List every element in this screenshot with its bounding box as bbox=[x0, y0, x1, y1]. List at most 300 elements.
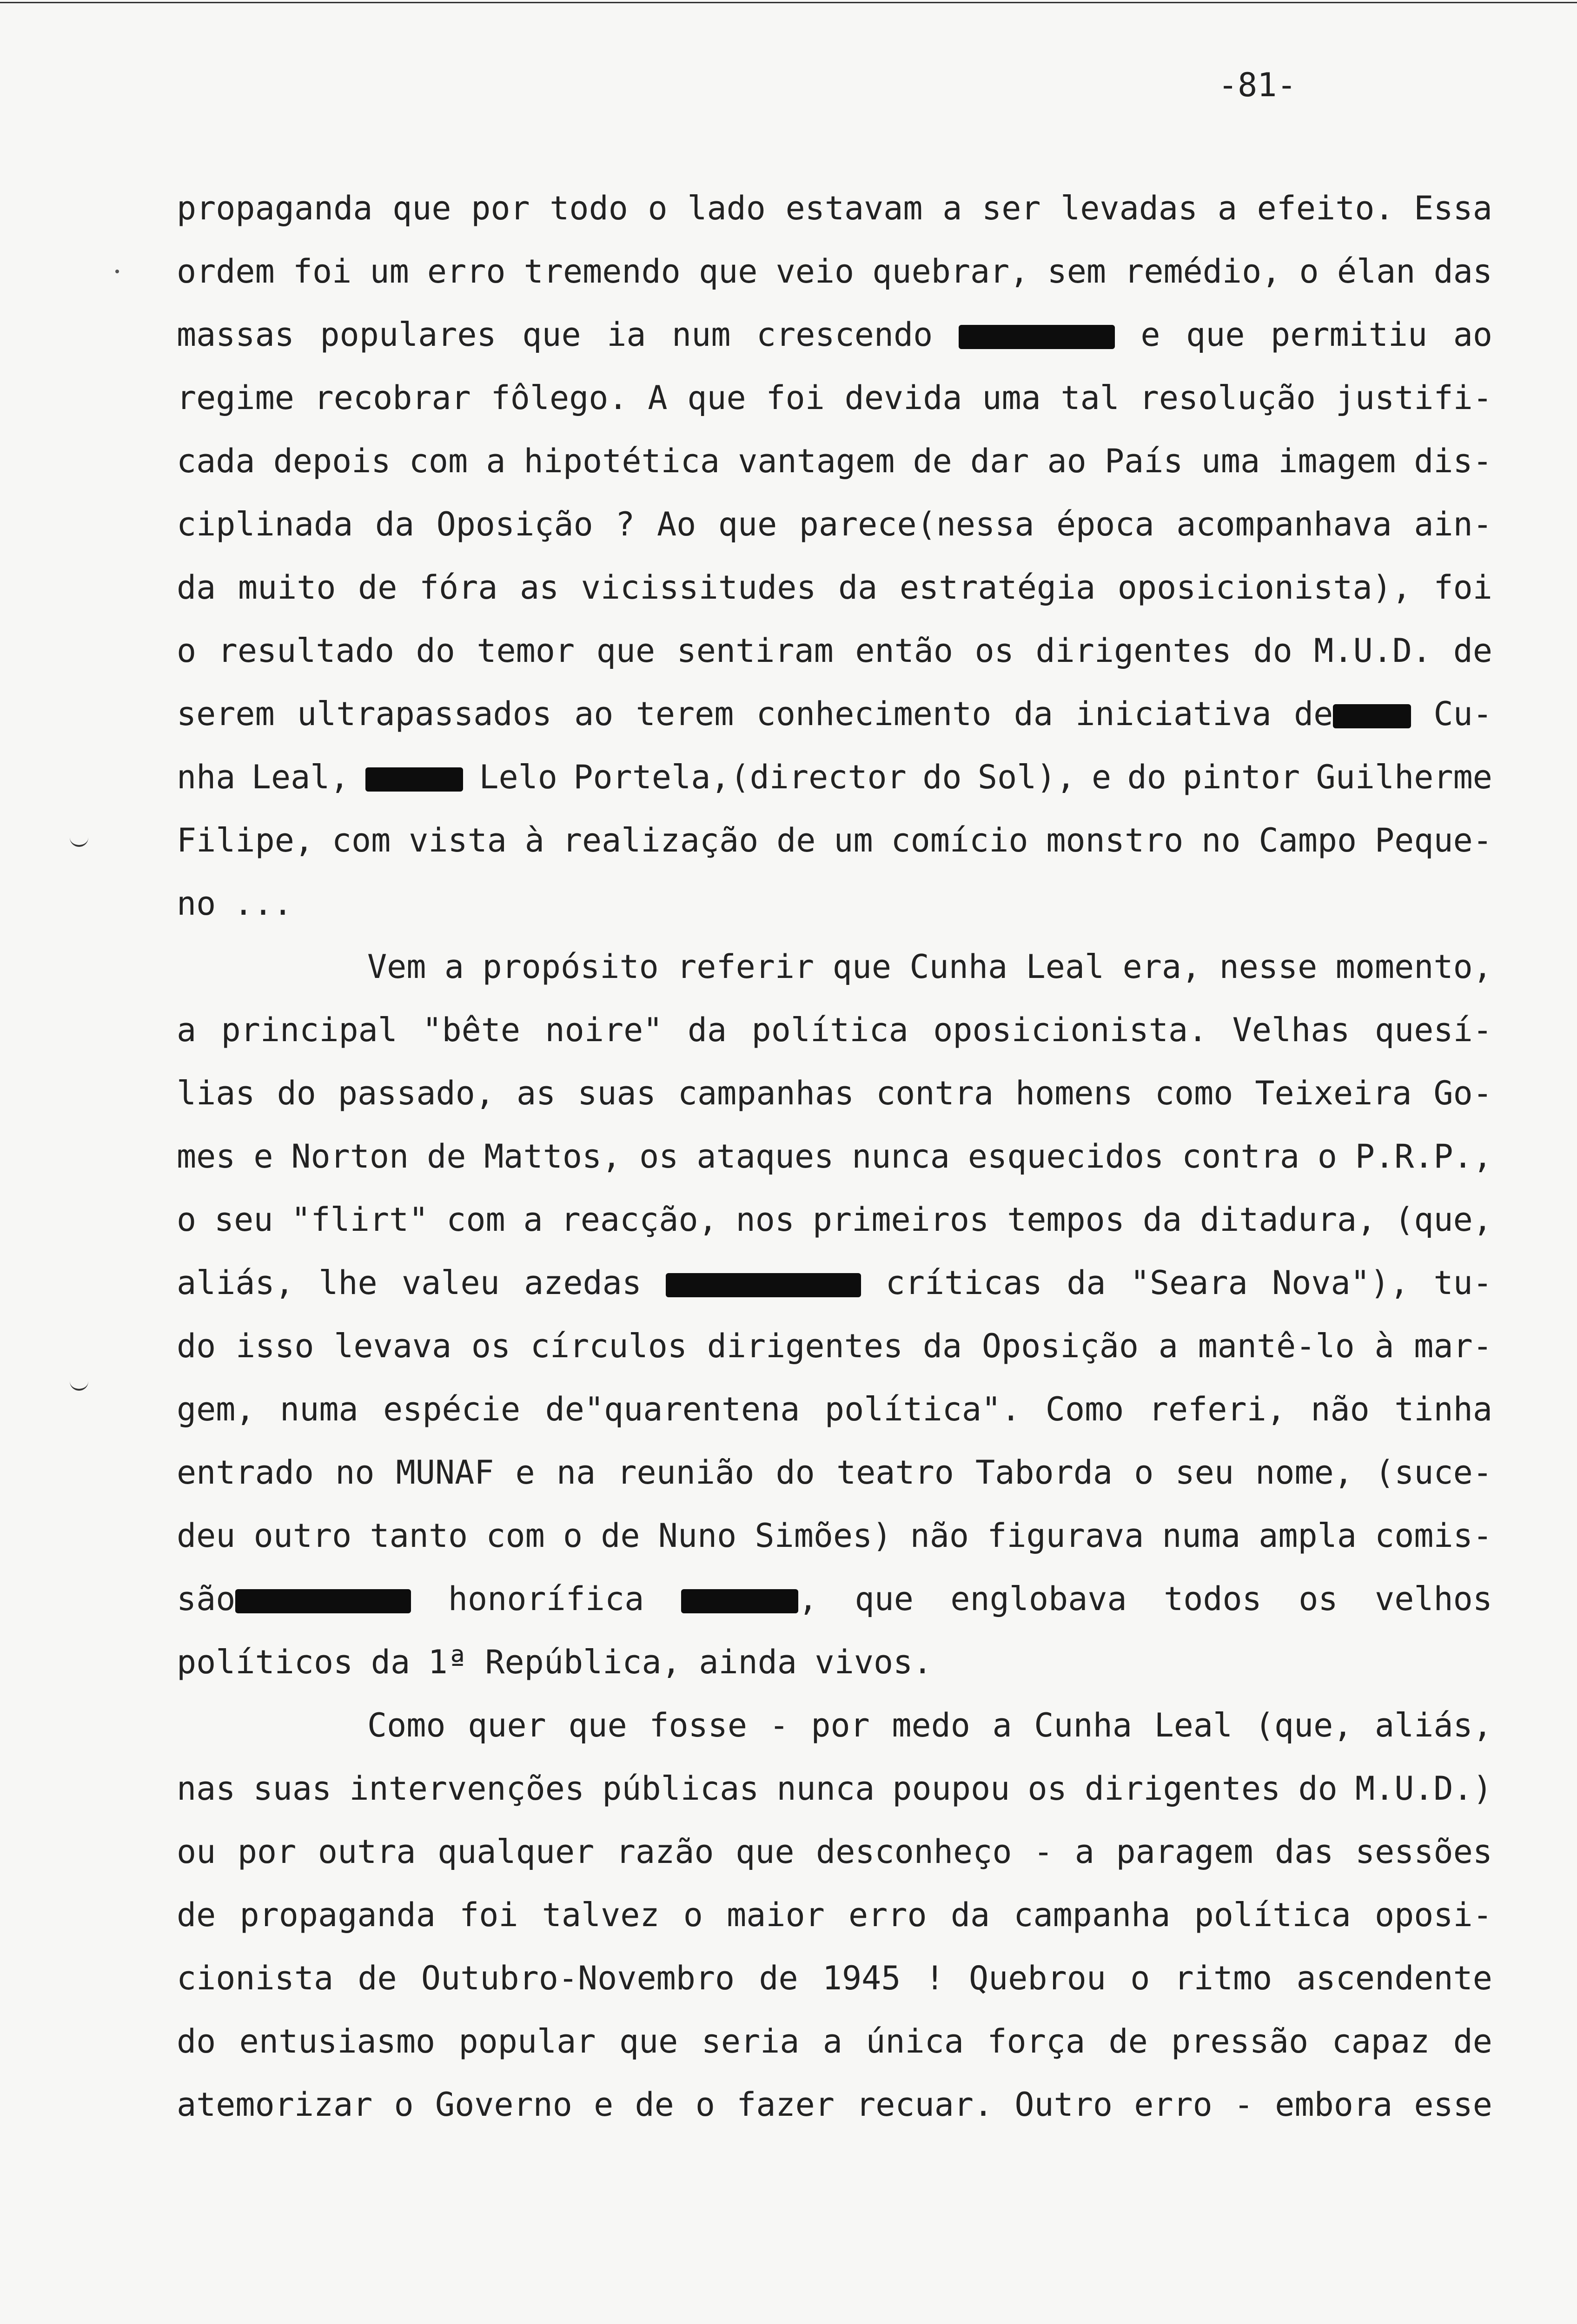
word: temor bbox=[477, 632, 575, 670]
word: dirigentes bbox=[707, 1327, 903, 1365]
text-line bbox=[177, 1378, 1492, 1441]
word: mar- bbox=[1414, 1327, 1492, 1365]
word: Como bbox=[1045, 1390, 1124, 1428]
word: conhecimento bbox=[756, 695, 992, 733]
text-line bbox=[177, 1188, 1492, 1251]
word: crescendo bbox=[756, 316, 933, 354]
word: a bbox=[1158, 1327, 1178, 1365]
margin-dot bbox=[115, 270, 119, 273]
word: a bbox=[486, 442, 506, 480]
word: a bbox=[942, 189, 962, 227]
word: públicas bbox=[602, 1769, 759, 1808]
word: nunca bbox=[776, 1769, 875, 1808]
word: , bbox=[681, 1567, 818, 1631]
word: estavam bbox=[785, 189, 923, 227]
word: suas bbox=[577, 1074, 656, 1112]
word: os bbox=[974, 632, 1014, 670]
word: ain- bbox=[1414, 505, 1492, 543]
word: o bbox=[1130, 1959, 1150, 1997]
word: lado bbox=[687, 189, 766, 227]
word: nunca bbox=[852, 1137, 950, 1175]
word: depois bbox=[273, 442, 391, 480]
word: velhos bbox=[1375, 1580, 1492, 1618]
word: e bbox=[515, 1453, 535, 1492]
word: era, bbox=[1122, 948, 1201, 986]
word: élan bbox=[1337, 252, 1416, 290]
word: do bbox=[416, 632, 455, 670]
word: paragem bbox=[1116, 1833, 1253, 1871]
word: da bbox=[838, 568, 878, 607]
word: no bbox=[335, 1453, 375, 1492]
word: levava bbox=[334, 1327, 452, 1365]
redaction-bar bbox=[666, 1273, 861, 1297]
text-line bbox=[177, 1567, 1492, 1631]
word: devida bbox=[844, 379, 962, 417]
word: 1945 bbox=[822, 1959, 901, 1997]
word: qualquer bbox=[437, 1833, 595, 1871]
word: nos bbox=[735, 1201, 795, 1239]
word: do bbox=[177, 1327, 216, 1365]
word: no bbox=[177, 885, 216, 923]
word: que bbox=[687, 379, 746, 417]
word: o bbox=[394, 2086, 414, 2124]
word: M.U.D.) bbox=[1355, 1769, 1492, 1808]
word: de bbox=[358, 568, 398, 607]
word: medo bbox=[892, 1706, 970, 1744]
word: que bbox=[855, 1580, 914, 1618]
word: tal bbox=[1060, 379, 1120, 417]
word: Go- bbox=[1433, 1074, 1492, 1112]
word: (que, bbox=[1254, 1706, 1353, 1744]
word: Oposição bbox=[981, 1327, 1139, 1365]
word: razão bbox=[616, 1833, 714, 1871]
word: - bbox=[1233, 2086, 1254, 2124]
text-line bbox=[177, 682, 1492, 746]
word: monstro bbox=[1046, 821, 1184, 859]
text-line bbox=[177, 556, 1492, 619]
word: - bbox=[769, 1706, 789, 1744]
word: teatro bbox=[836, 1453, 954, 1492]
word: Campo bbox=[1259, 821, 1357, 859]
redaction-bar bbox=[1333, 704, 1411, 728]
word: massas bbox=[177, 316, 294, 354]
word: pintor bbox=[1182, 758, 1300, 796]
word: outra bbox=[318, 1833, 416, 1871]
word: num bbox=[672, 316, 731, 354]
text-line bbox=[177, 1504, 1492, 1567]
word: Cu- bbox=[1433, 695, 1492, 733]
word: parece(nessa bbox=[799, 505, 1034, 543]
word: Filipe, bbox=[177, 821, 314, 859]
word: referir bbox=[677, 948, 815, 986]
word: gem, bbox=[177, 1390, 255, 1428]
word: "Seara bbox=[1130, 1264, 1248, 1302]
word: que bbox=[568, 1706, 627, 1744]
word: das bbox=[1275, 1833, 1334, 1871]
word: terem bbox=[636, 695, 734, 733]
text-line bbox=[177, 872, 1492, 935]
word: cionista bbox=[177, 1959, 334, 1997]
word: Mattos, bbox=[484, 1137, 622, 1175]
word: dar bbox=[970, 442, 1029, 480]
word: as bbox=[516, 1074, 556, 1112]
text-line bbox=[177, 998, 1492, 1062]
word: os bbox=[471, 1327, 511, 1365]
word: um bbox=[370, 252, 409, 290]
page-number: -81- bbox=[1218, 66, 1297, 104]
word: pressão bbox=[1171, 2022, 1309, 2060]
word: desconheço bbox=[816, 1833, 1012, 1871]
document-body bbox=[177, 177, 1492, 2136]
word: ultrapassados bbox=[297, 695, 552, 733]
word: figurava bbox=[987, 1517, 1144, 1555]
text-line bbox=[177, 1757, 1492, 1820]
text-line bbox=[177, 809, 1492, 872]
word: fôlego. bbox=[490, 379, 628, 417]
redaction-bar bbox=[235, 1589, 411, 1613]
text-line bbox=[177, 366, 1492, 429]
word: da bbox=[1067, 1264, 1106, 1302]
word: contra bbox=[876, 1074, 994, 1112]
word: capaz bbox=[1332, 2022, 1430, 2060]
word: políticos bbox=[177, 1643, 353, 1681]
word: numa bbox=[280, 1390, 358, 1428]
text-line bbox=[177, 1631, 1492, 1694]
word: Velhas bbox=[1232, 1011, 1350, 1049]
word: campanha bbox=[1014, 1896, 1171, 1934]
word: - bbox=[1034, 1833, 1054, 1871]
word: esquecidos bbox=[967, 1137, 1164, 1175]
word: numa bbox=[1162, 1517, 1241, 1555]
text-line bbox=[177, 493, 1492, 556]
word: de bbox=[759, 1959, 798, 1997]
word: de bbox=[1294, 682, 1411, 746]
word: ao bbox=[1047, 442, 1087, 480]
word: ampla bbox=[1259, 1517, 1357, 1555]
word: de bbox=[1453, 632, 1492, 670]
word: por bbox=[811, 1706, 870, 1744]
word: resolução bbox=[1139, 379, 1316, 417]
word: força bbox=[987, 2022, 1086, 2060]
paragraph-2 bbox=[177, 935, 1492, 1694]
text-line bbox=[177, 935, 1492, 998]
word: ia bbox=[607, 316, 646, 354]
word: tremendo bbox=[523, 252, 681, 290]
word: "bête bbox=[422, 1011, 521, 1049]
word: azedas bbox=[524, 1264, 642, 1302]
word: a bbox=[523, 1201, 543, 1239]
word: foi bbox=[1433, 568, 1492, 607]
word: País bbox=[1104, 442, 1183, 480]
word: vista bbox=[409, 821, 507, 859]
word: e bbox=[253, 1137, 273, 1175]
text-line bbox=[177, 240, 1492, 303]
word: tinha bbox=[1394, 1390, 1492, 1428]
word: lias bbox=[177, 1074, 255, 1112]
word: de bbox=[427, 1137, 466, 1175]
word: de bbox=[177, 1896, 216, 1934]
word: Ao bbox=[656, 505, 696, 543]
word: todo bbox=[550, 189, 628, 227]
word: o bbox=[648, 189, 668, 227]
word: única bbox=[866, 2022, 964, 2060]
word: populares bbox=[320, 316, 497, 354]
word: ... bbox=[233, 885, 293, 923]
word: propaganda bbox=[239, 1896, 436, 1934]
text-line bbox=[177, 303, 1492, 366]
word: talvez bbox=[542, 1896, 660, 1934]
word: a bbox=[1217, 189, 1237, 227]
word: intervenções bbox=[349, 1769, 585, 1808]
word: ainda bbox=[699, 1643, 797, 1681]
word: contra bbox=[1182, 1137, 1299, 1175]
paragraph-1 bbox=[177, 177, 1492, 935]
word: de bbox=[358, 1959, 397, 1997]
word: valeu bbox=[402, 1264, 500, 1302]
word: sem bbox=[1047, 252, 1107, 290]
word: círculos bbox=[530, 1327, 688, 1365]
margin-mark bbox=[70, 1380, 88, 1391]
redaction-bar bbox=[681, 1589, 798, 1613]
word: Oposição bbox=[436, 505, 593, 543]
word: que bbox=[1186, 316, 1245, 354]
word: entrado bbox=[177, 1453, 314, 1492]
word: ritmo bbox=[1174, 1959, 1272, 1997]
text-line bbox=[177, 177, 1492, 240]
word: outro bbox=[253, 1517, 352, 1555]
word: vantagem bbox=[738, 442, 895, 480]
word: quer bbox=[468, 1706, 546, 1744]
word: as bbox=[519, 568, 559, 607]
text-line bbox=[177, 2010, 1492, 2073]
word: primeiros bbox=[812, 1201, 989, 1239]
word: mantê-lo bbox=[1198, 1327, 1355, 1365]
word: com bbox=[446, 1201, 505, 1239]
word: noire" bbox=[545, 1011, 663, 1049]
word: com bbox=[331, 821, 391, 859]
word: oposicionista. bbox=[933, 1011, 1208, 1049]
word: erro bbox=[848, 1896, 927, 1934]
word: esse bbox=[1414, 2086, 1492, 2124]
word: da bbox=[922, 1327, 962, 1365]
word: fóra bbox=[419, 568, 498, 607]
word: Outro bbox=[1014, 2086, 1113, 2124]
word: fazer bbox=[736, 2086, 835, 2124]
word: que bbox=[832, 948, 892, 986]
word: do bbox=[775, 1453, 815, 1492]
word: um bbox=[834, 821, 873, 859]
word: momento, bbox=[1335, 948, 1492, 986]
word: como bbox=[1154, 1074, 1233, 1112]
word: deu bbox=[177, 1517, 236, 1555]
text-line bbox=[177, 1314, 1492, 1378]
word: de bbox=[913, 442, 952, 480]
word: não bbox=[1311, 1390, 1370, 1428]
text-line bbox=[177, 1251, 1492, 1314]
text-line bbox=[177, 2073, 1492, 2136]
word: quebrar, bbox=[872, 252, 1029, 290]
text-line bbox=[177, 1441, 1492, 1504]
word: da bbox=[687, 1011, 727, 1049]
word: Taborda bbox=[975, 1453, 1113, 1492]
word: Portela,(director bbox=[573, 758, 907, 796]
text-line bbox=[177, 429, 1492, 493]
word: foi bbox=[459, 1896, 518, 1934]
word: mes bbox=[177, 1137, 236, 1175]
word: com bbox=[409, 442, 468, 480]
word: M.U.D. bbox=[1314, 632, 1432, 670]
word: que bbox=[392, 189, 451, 227]
word: da bbox=[1014, 695, 1053, 733]
word: do bbox=[277, 1074, 316, 1112]
word: oposi- bbox=[1374, 1896, 1492, 1934]
word: referi, bbox=[1148, 1390, 1286, 1428]
word: homens bbox=[1015, 1074, 1133, 1112]
word: Governo bbox=[435, 2086, 572, 2124]
word: espécie bbox=[383, 1390, 521, 1428]
word: do bbox=[922, 758, 962, 796]
word: de bbox=[635, 2086, 674, 2124]
word: ascendente bbox=[1296, 1959, 1492, 1997]
word: o bbox=[563, 1517, 583, 1555]
redaction-bar bbox=[365, 767, 463, 792]
word bbox=[365, 746, 463, 809]
word: comis- bbox=[1375, 1517, 1492, 1555]
word: foi bbox=[766, 379, 825, 417]
word: o bbox=[1299, 252, 1319, 290]
word: a bbox=[177, 1011, 197, 1049]
word: à bbox=[524, 821, 544, 859]
word: efeito. bbox=[1257, 189, 1394, 227]
word: de bbox=[601, 1517, 640, 1555]
word: o bbox=[177, 632, 197, 670]
word: remédio, bbox=[1124, 252, 1281, 290]
word: imagem bbox=[1278, 442, 1396, 480]
word: justifi- bbox=[1335, 379, 1492, 417]
word: reunião bbox=[617, 1453, 755, 1492]
word: por bbox=[471, 189, 530, 227]
word: do bbox=[1253, 632, 1292, 670]
word: Nova"), bbox=[1272, 1264, 1410, 1302]
word: nas bbox=[177, 1769, 236, 1808]
word: dirigentes bbox=[1035, 632, 1232, 670]
margin-mark bbox=[70, 837, 88, 847]
word: resultado bbox=[218, 632, 394, 670]
word: muito bbox=[238, 568, 336, 607]
word: vicissitudes bbox=[581, 568, 816, 607]
word: os bbox=[1027, 1769, 1067, 1808]
word: honorífica bbox=[448, 1580, 644, 1618]
word: comício bbox=[891, 821, 1028, 859]
word: MUNAF bbox=[396, 1453, 494, 1492]
word: do bbox=[1298, 1769, 1338, 1808]
word: da bbox=[177, 568, 216, 607]
word: reacção, bbox=[561, 1201, 718, 1239]
word: ordem bbox=[177, 252, 275, 290]
word: de bbox=[1453, 2022, 1492, 2060]
word: do bbox=[177, 2022, 216, 2060]
word: Norton bbox=[291, 1137, 409, 1175]
word: sentiram bbox=[676, 632, 834, 670]
word: a bbox=[992, 1706, 1012, 1744]
word: tu- bbox=[1433, 1264, 1492, 1302]
top-border-line bbox=[0, 2, 1577, 3]
word: política". bbox=[824, 1390, 1021, 1428]
word: estratégia bbox=[899, 568, 1096, 607]
text-line bbox=[177, 1947, 1492, 2010]
word: A bbox=[648, 379, 668, 417]
word: os bbox=[1299, 1580, 1338, 1618]
text-line bbox=[177, 1820, 1492, 1883]
word: do bbox=[1127, 758, 1166, 796]
word: a bbox=[822, 2022, 842, 2060]
word: oposicionista), bbox=[1117, 568, 1411, 607]
word: no bbox=[1201, 821, 1241, 859]
word: que bbox=[735, 1833, 795, 1871]
word: época bbox=[1056, 505, 1154, 543]
word: Outubro-Novembro bbox=[421, 1959, 735, 1997]
word: Essa bbox=[1414, 189, 1492, 227]
word: e bbox=[1140, 316, 1160, 354]
word: campanhas bbox=[677, 1074, 855, 1112]
word: Cunha bbox=[909, 948, 1008, 986]
word: regime bbox=[177, 379, 294, 417]
word: nome, bbox=[1255, 1453, 1353, 1492]
word: são bbox=[177, 1567, 411, 1631]
word: levadas bbox=[1060, 189, 1198, 227]
word: entusiasmo bbox=[239, 2022, 436, 2060]
word: a bbox=[444, 948, 464, 986]
word: Sol), bbox=[977, 758, 1076, 796]
word: seu bbox=[214, 1201, 273, 1239]
word: Guilherme bbox=[1316, 758, 1492, 796]
word: nesse bbox=[1219, 948, 1318, 986]
word: erro bbox=[427, 252, 506, 290]
word: o bbox=[177, 1201, 197, 1239]
word: de"quarentena bbox=[545, 1390, 800, 1428]
word: então bbox=[855, 632, 954, 670]
word: realização bbox=[562, 821, 759, 859]
word bbox=[959, 303, 1115, 366]
word: República, bbox=[485, 1643, 681, 1681]
word: isso bbox=[236, 1327, 314, 1365]
word: lhe bbox=[318, 1264, 378, 1302]
word: Leal bbox=[1026, 948, 1105, 986]
text-line bbox=[177, 746, 1492, 809]
word: o bbox=[1317, 1137, 1338, 1175]
word: ou bbox=[177, 1833, 216, 1871]
paragraph-3 bbox=[177, 1694, 1492, 2136]
word: o bbox=[695, 2086, 716, 2124]
word: Lelo bbox=[479, 758, 557, 796]
word: da bbox=[375, 505, 415, 543]
word: que bbox=[718, 505, 777, 543]
word: de bbox=[1108, 2022, 1148, 2060]
word: poupou bbox=[892, 1769, 1010, 1808]
word: a bbox=[1074, 1833, 1094, 1871]
word: fosse bbox=[649, 1706, 748, 1744]
word: principal bbox=[221, 1011, 398, 1049]
word: hipotética bbox=[523, 442, 720, 480]
word: que bbox=[522, 316, 581, 354]
word: Teixeira bbox=[1255, 1074, 1412, 1112]
word: que bbox=[596, 632, 656, 670]
word: dis- bbox=[1414, 442, 1492, 480]
word: política bbox=[751, 1011, 908, 1049]
word: seu bbox=[1175, 1453, 1234, 1492]
word: o bbox=[1134, 1453, 1154, 1492]
word: atemorizar bbox=[177, 2086, 373, 2124]
